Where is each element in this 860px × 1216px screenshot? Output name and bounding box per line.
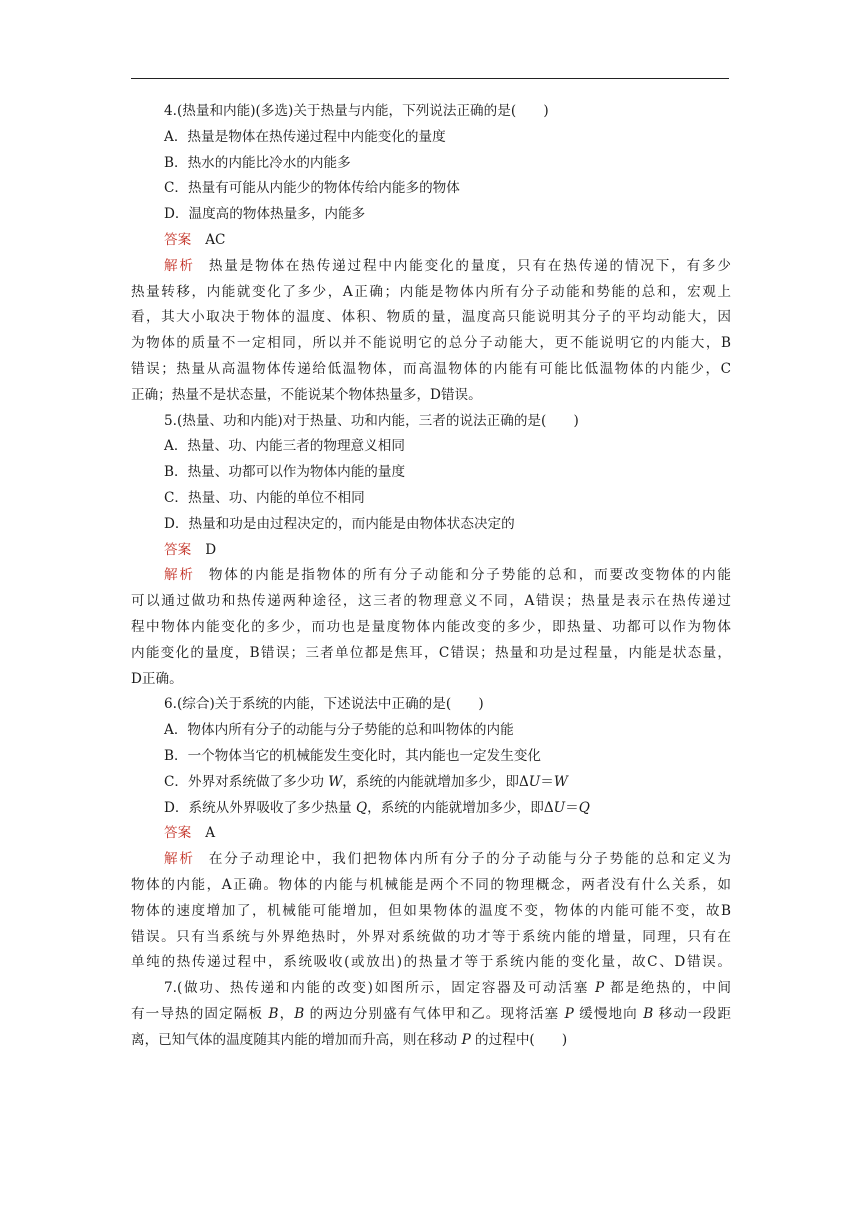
question-6-analysis-line: 解析 在分子动理论中，我们把物体内所有分子的分子动能与分子势能的总和定义为	[164, 851, 732, 868]
question-5-analysis-line: 可以通过做功和热传递两种途径，这三者的物理意义不同，A错误；热量是表示在热传递过	[131, 593, 731, 610]
analysis-label: 解析	[164, 851, 195, 868]
answer-label: 答案	[164, 231, 192, 248]
question-7-stem-line: 有一导热的固定隔板 B，B 的两边分别盛有气体甲和乙。现将活塞 P 缓慢地向 B 移动一段距	[131, 1005, 731, 1022]
question-5-option-c: C．热量、功、内能的单位不相同	[164, 489, 365, 506]
analysis-label: 解析	[164, 257, 195, 274]
question-6-analysis-line: 物体的速度增加了，机械能可能增加，但如果物体的温度不变，物体的内能可能不变，故B	[131, 902, 731, 919]
answer-value: D	[205, 541, 217, 558]
question-4-stem: 4.(热量和内能)(多选)关于热量与内能，下列说法正确的是( )	[164, 103, 549, 119]
question-4-option-d: D．温度高的物体热量多，内能多	[164, 206, 366, 223]
answer-label: 答案	[164, 541, 192, 558]
question-5-analysis-line: 程中物体内能变化的多少，而功也是量度物体内能改变的多少，即热量、功都可以作为物体	[131, 618, 731, 635]
question-7-stem-line: 离，已知气体的温度随其内能的增加而升高，则在移动 P 的过程中( )	[131, 1031, 568, 1048]
question-5-analysis-line: 解析 物体的内能是指物体的所有分子动能和分子势能的总和，而要改变物体的内能	[164, 567, 732, 584]
question-4-option-a: A．热量是物体在热传递过程中内能变化的量度	[164, 128, 446, 145]
analysis-label: 解析	[164, 567, 195, 584]
question-6-analysis-line: 单纯的热传递过程中，系统吸收(或放出)的热量才等于系统内能的变化量，故C、D错误。	[131, 954, 731, 971]
question-6-analysis-line: 错误。只有当系统与外界绝热时，外界对系统做的功才等于系统内能的增量，同理，只有在	[131, 928, 731, 945]
question-6-analysis-line: 物体的内能，A正确。物体的内能与机械能是两个不同的物理概念，两者没有什么关系，如	[131, 876, 731, 893]
answer-value: A	[205, 825, 216, 842]
question-5-stem: 5.(热量、功和内能)对于热量、功和内能，三者的说法正确的是( )	[164, 412, 579, 429]
question-6-answer	[131, 821, 731, 847]
question-5-option-d: D．热量和功是由过程决定的，而内能是由物体状态决定的	[164, 515, 515, 532]
question-6-stem: 6.(综合)关于系统的内能，下述说法中正确的是( )	[164, 696, 484, 713]
question-5-option-a: A．热量、功、内能三者的物理意义相同	[164, 438, 405, 455]
question-4-analysis-line: 正确；热量不是状态量，不能说某个物体热量多，D错误。	[131, 386, 482, 403]
question-5-analysis-line: 内能变化的量度，B错误；三者单位都是焦耳，C错误；热量和功是过程量，内能是状态量，	[131, 644, 731, 661]
question-4-analysis-line: 解析 热量是物体在热传递过程中内能变化的量度，只有在热传递的情况下，有多少	[164, 257, 732, 274]
question-4-option-c: C．热量有可能从内能少的物体传给内能多的物体	[164, 180, 460, 197]
question-4-option-b: B．热水的内能比冷水的内能多	[164, 154, 351, 171]
document-body	[131, 99, 731, 1053]
question-5-answer	[131, 538, 731, 564]
question-6-option-c: C．外界对系统做了多少功 W，系统的内能就增加多少，即ΔU＝W	[164, 773, 568, 790]
header-rule	[131, 78, 729, 79]
question-6-option-d: D．系统从外界吸收了多少热量 Q，系统的内能就增加多少，即ΔU＝Q	[164, 799, 590, 816]
question-4-answer	[131, 228, 731, 254]
question-6-option-b: B．一个物体当它的机械能发生变化时，其内能也一定发生变化	[164, 747, 542, 764]
question-4-analysis-line: 为物体的质量不一定相同，所以并不能说明它的总分子动能大，更不能说明它的内能大，B	[131, 335, 731, 352]
question-4-analysis-line: 看，其大小取决于物体的温度、体积、物质的量，温度高只能说明其分子的平均动能大，因	[131, 309, 731, 326]
question-7-stem-line: 7.(做功、热传递和内能的改变)如图所示，固定容器及可动活塞 P 都是绝热的，中间	[164, 980, 731, 997]
answer-label: 答案	[164, 825, 192, 842]
question-5-option-b: B．热量、功都可以作为物体内能的量度	[164, 464, 406, 481]
question-4-analysis-line: 错误；热量从高温物体传递给低温物体，而高温物体的内能有可能比低温物体的内能少，C	[131, 360, 731, 377]
answer-value: AC	[205, 231, 226, 248]
question-5-analysis-line: D正确。	[131, 670, 183, 687]
question-4-analysis-line: 热量转移，内能就变化了多少，A正确；内能是物体内所有分子动能和势能的总和，宏观上	[131, 283, 731, 300]
question-6-option-a: A．物体内所有分子的动能与分子势能的总和叫物体的内能	[164, 722, 514, 739]
